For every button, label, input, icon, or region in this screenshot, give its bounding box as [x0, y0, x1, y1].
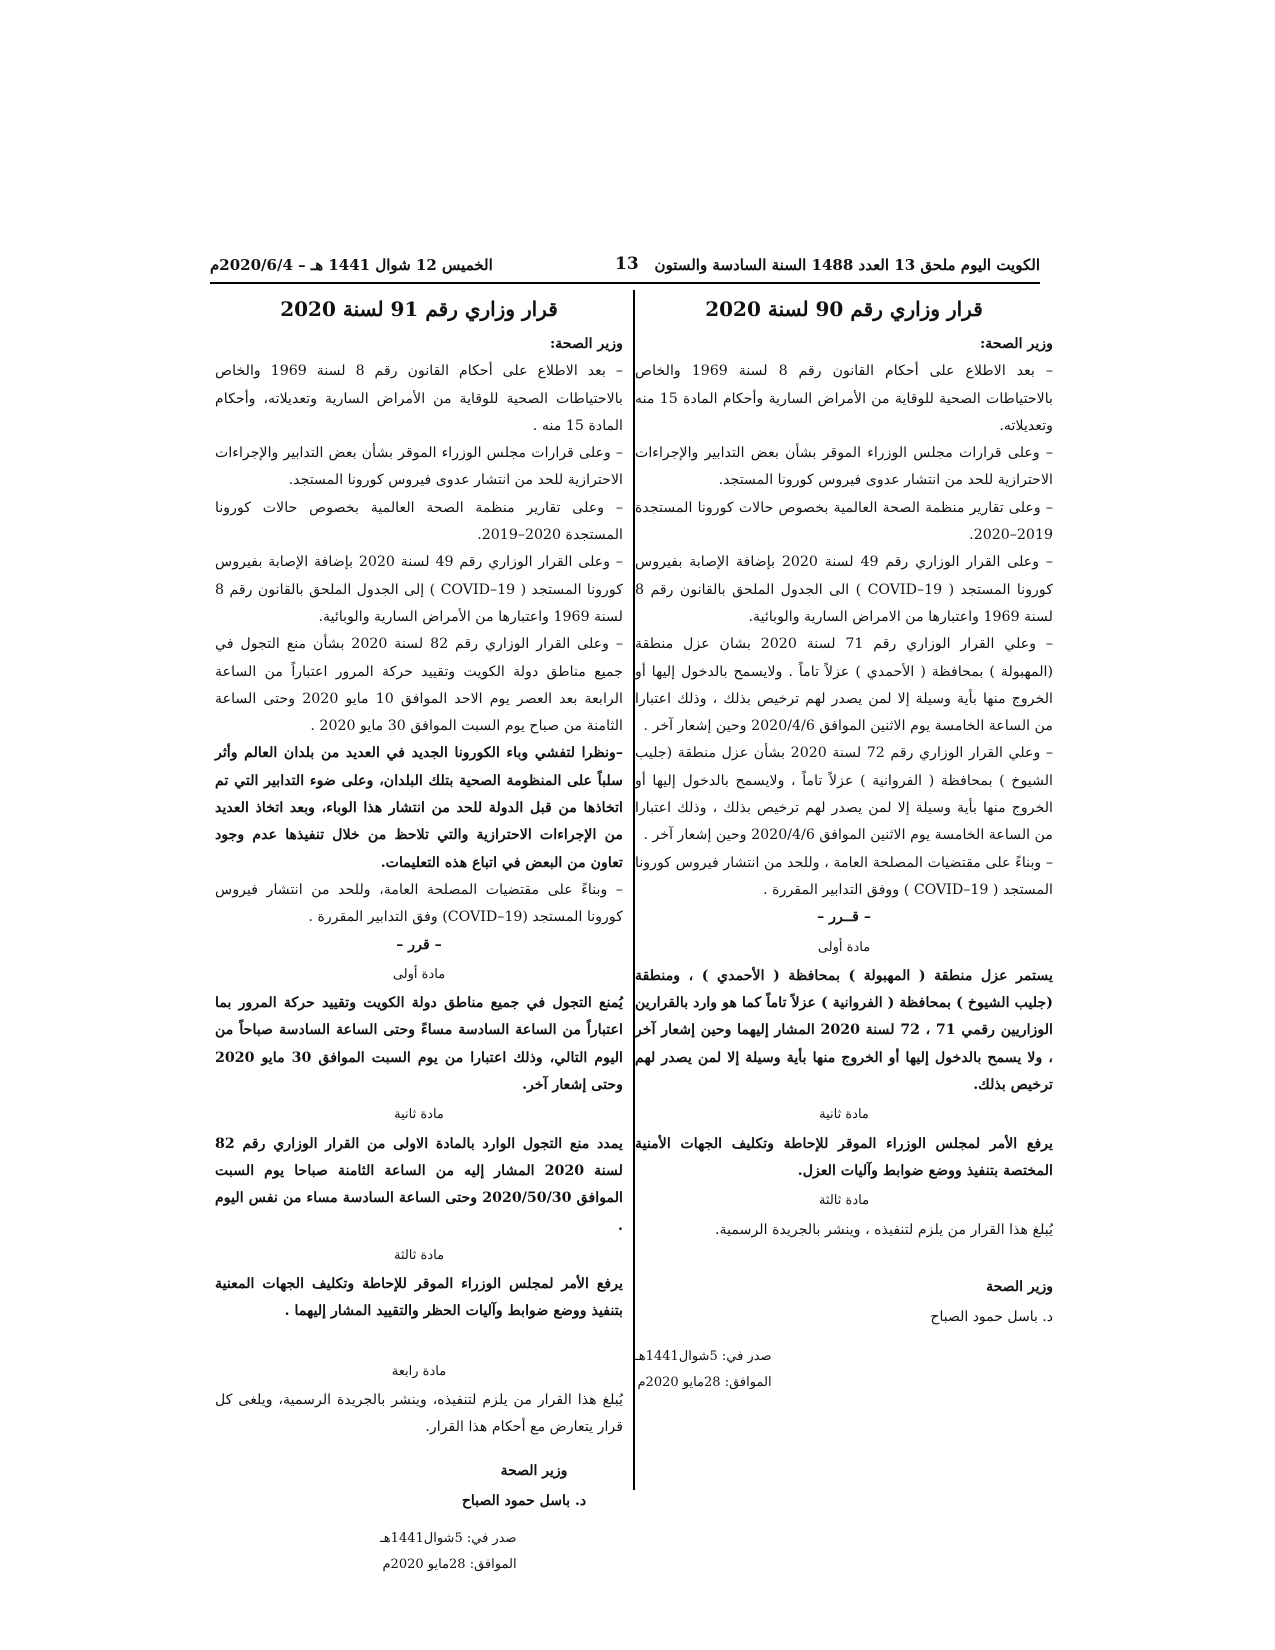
decree-90-issued-block	[635, 1344, 1053, 1396]
decree-90-preamble-5: – وعلي القرار الوزاري رقم 71 لسنة 2020 بشان عزل منطقة (المهبولة ) بمحافظة ( الأحمدي ) عزلاً تاماً . ولايسمح بالدخول إليها أو الخروج منها بأية وسيلة إلا لمن يصدر لهم ترخيص بذلك ، وذلك اعتبارا من الساعة الخامسة يوم الاثنين الموافق 2020/4/6 وحين إشعار آخر .	[635, 636, 1054, 735]
decree-91-corresponding-date: الموافق: 28مايو 2020م	[382, 1556, 517, 1572]
decree-90-column	[635, 295, 1053, 1396]
decree-90-article-1: يستمر عزل منطقة ( المهبولة ) بمحافظة ( الأحمدي ) ، ومنطقة (جليب الشيوخ ) بمحافظة ( الفروانية ) عزلاً تاماً كما هو وارد بالقرارين الوزاريين رقمي 71 ، 72 لسنة 2020 المشار إليهما وحين إشعار آخر ، ولا يسمح بالدخول إليها أو الخروج منها بأية وسيلة إلا لمن يصدر لهم ترخيص بذلك.	[635, 967, 1053, 1094]
decree-90-signature-title: وزير الصحة	[986, 1278, 1053, 1295]
decree-90-preamble-6: – وعلي القرار الوزاري رقم 72 لسنة 2020 بشأن عزل منطقة (جليب الشيوخ ) بمحافظة ( الفروانية ) عزلاً تاماً ، ولايسمح بالدخول إليها أو الخروج منها بأية وسيلة إلا لمن يصدر لهم ترخيص بذلك ، وذلك اعتبارا من الساعة الخامسة يوم الاثنين الموافق 2020/4/6 وحين إشعار آخر .	[635, 745, 1053, 844]
decree-90-article-3-title: مادة ثالثة	[818, 1193, 870, 1209]
page-number: 13	[615, 254, 639, 274]
header-publication: الكويت اليوم ملحق 13 العدد 1488 السنة السادسة والستون	[654, 256, 1040, 274]
decree-90-preamble-2: – وعلى قرارات مجلس الوزراء الموقر بشأن بعض التدابير والإجراءات الاحترازية للحد من انتشار عدوى فيروس كورونا المستجد.	[635, 445, 1053, 489]
decree-90-decided: – قــرر –	[817, 909, 871, 926]
decree-91-article-2: يمدد منع التجول الوارد بالمادة الاولى من القرار الوزاري رقم 82 لسنة 2020 المشار إليه من الساعة الثامنة صباحا يوم السبت الموافق 2020/50/30 وحتى الساعة السادسة مساء من نفس اليوم .	[215, 1135, 623, 1234]
decree-91-preamble-3: – وعلى تقارير منظمة الصحة العالمية بخصوص حالات كورونا المستجدة 2020–2019.	[215, 499, 623, 544]
decree-90-signature	[635, 1272, 1053, 1332]
decree-91-article-3-title: مادة ثالثة	[393, 1247, 445, 1263]
decree-90-article-2-title: مادة ثانية	[819, 1107, 869, 1123]
decree-91-preamble-7: – وبناءً على مقتضيات المصلحة العامة، وللحد من انتشار فيروس كورونا المستجد (COVID–19) وفق التدابير المقررة .	[215, 881, 623, 926]
decree-91-issued-block	[215, 1526, 623, 1578]
decree-91-signature	[215, 1456, 623, 1516]
decree-90-article-3: يُبلغ هذا القرار من يلزم لتنفيذه ، وينشر بالجريدة الرسمية.	[714, 1221, 1053, 1238]
decree-90-title: قرار وزاري رقم 90 لسنة 2020	[705, 297, 983, 321]
decree-90-preamble-4: – وعلى القرار الوزاري رقم 49 لسنة 2020 بإضافة الإصابة بفيروس كورونا المستجد ( COVID–19 ) الى الجدول الملحق بالقانون رقم 8 لسنة 1969 واعتبارها من الامراض السارية والوبائية.	[635, 554, 1054, 625]
decree-91-minister: وزير الصحة:	[550, 336, 623, 352]
decree-91-article-2-title: مادة ثانية	[394, 1107, 444, 1123]
decree-91-preamble-6: –ونظرا لتفشي وباء الكورونا الجديد في العديد من بلدان العالم وأثر سلباً على المنظومة الصحية بتلك البلدان، وعلى ضوء التدابير التي تم اتخاذها من قبل الدولة للحد من انتشار هذا الوباء، وبعد اتخاذ العديد من الإجراءات الاحترازية والتي تلاحظ من خلال تنفيذها عدم وجود تعاون من البعض في اتباع هذه التعليمات.	[215, 745, 623, 871]
decree-90-signature-name: د. باسل حمود الصباح	[930, 1308, 1053, 1325]
decree-91-preamble-2: – وعلى قرارات مجلس الوزراء الموقر بشأن بعض التدابير والإجراءات الاحترازية للحد من انتشار عدوى فيروس كورونا المستجد.	[215, 445, 623, 489]
decree-91-article-1: يُمنع التجول في جميع مناطق دولة الكويت وتقييد حركة المرور بما اعتباراً من الساعة السادسة مساءً وحتى الساعة السادسة صباحاً من اليوم التالي، وذلك اعتبارا من يوم السبت الموافق 30 مايو 2020 وحتى إشعار آخر.	[215, 995, 623, 1094]
decree-90-minister: وزير الصحة:	[980, 336, 1053, 352]
decree-91-title: قرار وزاري رقم 91 لسنة 2020	[280, 297, 558, 321]
decree-91-decided: – قرر –	[396, 936, 442, 953]
spacer	[215, 1326, 623, 1356]
decree-91-preamble-4: – وعلى القرار الوزاري رقم 49 لسنة 2020 بإضافة الإصابة بفيروس كورونا المستجد ( COVID–19 ) إلى الجدول الملحق بالقانون رقم 8 لسنة 1969 واعتبارها من الأمراض السارية والوبائية.	[215, 554, 624, 625]
decree-91-issued-date: صدر في: 5شوال1441هـ	[380, 1530, 517, 1546]
decree-91-signature-name: د. باسل حمود الصباح	[461, 1492, 587, 1509]
decree-90-preamble-7: – وبناءً على مقتضيات المصلحة العامة ، وللحد من انتشار فيروس كورونا المستجد ( COVID–19 ) ووفق التدابير المقررة .	[635, 854, 1053, 898]
decree-91-article-3: يرفع الأمر لمجلس الوزراء الموقر للإحاطة وتكليف الجهات المعنية بتنفيذ ووضع ضوابط وآليات الحظر والتقييد المشار إليهما .	[215, 1276, 623, 1320]
decree-91-preamble-5: – وعلى القرار الوزاري رقم 82 لسنة 2020 بشأن منع التجول في جميع مناطق دولة الكويت وتقييد حركة المرور اعتباراً من الساعة الرابعة بعد العصر يوم الاحد الموافق 10 مايو 2020 وحتى الساعة الثامنة من صباح يوم السبت الموافق 30 مايو 2020 .	[215, 636, 623, 735]
decree-91-preamble-1: – بعد الاطلاع على أحكام القانون رقم 8 لسنة 1969 والخاص بالاحتياطات الصحية للوقاية من الأمراض السارية وتعديلاته، وأحكام المادة 15 منه .	[215, 363, 623, 434]
header-date: الخميس 12 شوال 1441 هـ – 2020/6/4م	[210, 256, 493, 274]
decree-91-column	[215, 295, 623, 1578]
decree-90-article-1-title: مادة أولى	[817, 939, 871, 955]
decree-91-article-1-title: مادة أولى	[392, 966, 446, 982]
decree-91-article-4: يُبلغ هذا القرار من يلزم لتنفيذه، وينشر بالجريدة الرسمية، ويلغى كل قرار يتعارض مع أحكام هذا القرار.	[215, 1391, 623, 1436]
page-header	[210, 256, 1040, 278]
decree-90-issued-date: صدر في: 5شوال1441هـ	[635, 1348, 772, 1364]
header-rule	[210, 282, 1040, 284]
decree-90-corresponding-date: الموافق: 28مايو 2020م	[637, 1374, 772, 1390]
decree-90-preamble-3: – وعلى تقارير منظمة الصحة العالمية بخصوص حالات كورونا المستجدة 2019–2020.	[635, 499, 1053, 544]
decree-90-preamble-1: – بعد الاطلاع على أحكام القانون رقم 8 لسنة 1969 والخاص بالاحتياطات الصحية للوقاية من الأمراض السارية وأحكام المادة 15 منه وتعديلاته.	[635, 363, 1053, 434]
decree-91-signature-title: وزير الصحة	[500, 1462, 568, 1479]
decree-91-article-4-title: مادة رابعة	[391, 1363, 447, 1379]
decree-90-article-2: يرفع الأمر لمجلس الوزراء الموقر للإحاطة وتكليف الجهات الأمنية المختصة بتنفيذ ووضع ضوابط وآليات العزل.	[635, 1135, 1053, 1179]
